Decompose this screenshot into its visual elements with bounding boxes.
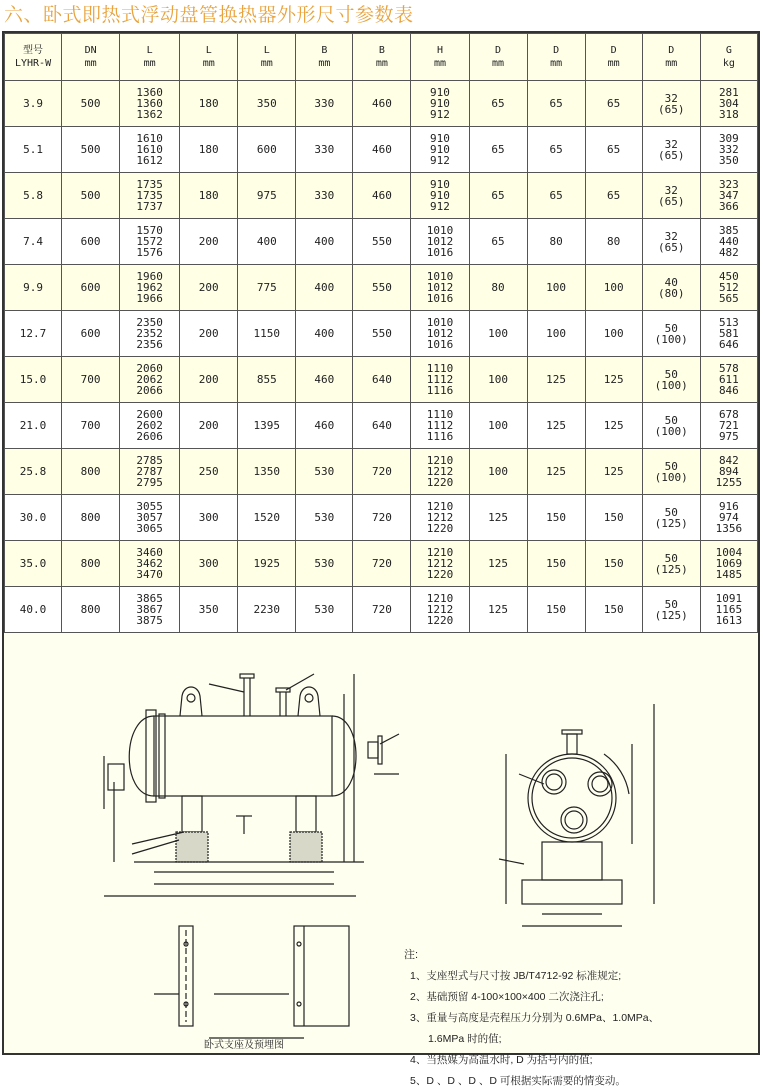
column-header-unit: mm <box>375 58 388 69</box>
table-cell: 100 <box>585 311 642 357</box>
table-cell: 200 <box>180 357 238 403</box>
table-cell: 125 <box>527 449 585 495</box>
table-cell: 2230 <box>238 587 296 633</box>
column-header-unit: kg <box>722 58 735 69</box>
table-cell: 5.8 <box>5 173 62 219</box>
table-cell: 100 <box>469 311 527 357</box>
table-cell: 460 <box>296 403 353 449</box>
table-cell: 125 <box>469 587 527 633</box>
table-row <box>5 495 758 541</box>
table-cell: 100 <box>469 403 527 449</box>
table-row <box>5 127 758 173</box>
column-header-symbol: D <box>495 45 502 56</box>
table-cell: 3865 3867 3875 <box>120 587 180 633</box>
note-item: 2、基础预留 4-100×100×400 二次浇注孔; <box>410 991 604 1003</box>
table-cell: 513 581 646 <box>700 311 757 357</box>
table-cell: 550 <box>353 219 411 265</box>
support-detail <box>154 926 349 1038</box>
table-row <box>5 311 758 357</box>
table-cell: 1360 1360 1362 <box>120 81 180 127</box>
table-cell: 640 <box>353 357 411 403</box>
column-header <box>353 34 411 81</box>
table-cell: 32 (65) <box>642 81 700 127</box>
table-cell: 50 (100) <box>642 449 700 495</box>
table-cell: 1610 1610 1612 <box>120 127 180 173</box>
table-cell: 32 (65) <box>642 173 700 219</box>
table-cell: 450 512 565 <box>700 265 757 311</box>
table-cell: 50 (100) <box>642 311 700 357</box>
table-cell: 50 (125) <box>642 541 700 587</box>
table-cell: 50 (125) <box>642 587 700 633</box>
column-header-unit: mm <box>318 58 331 69</box>
table-cell: 150 <box>585 495 642 541</box>
table-cell: 460 <box>296 357 353 403</box>
column-header <box>642 34 700 81</box>
table-row <box>5 587 758 633</box>
table-cell: 550 <box>353 265 411 311</box>
table-cell: 125 <box>585 449 642 495</box>
table-cell: 200 <box>180 265 238 311</box>
table-row <box>5 81 758 127</box>
table-cell: 80 <box>585 219 642 265</box>
table-cell: 640 <box>353 403 411 449</box>
table-cell: 200 <box>180 403 238 449</box>
table-cell: 3055 3057 3065 <box>120 495 180 541</box>
table-cell: 65 <box>469 173 527 219</box>
table-cell: 400 <box>296 311 353 357</box>
table-cell: 1570 1572 1576 <box>120 219 180 265</box>
table-cell: 65 <box>585 173 642 219</box>
table-cell: 330 <box>296 173 353 219</box>
table-cell: 281 304 318 <box>700 81 757 127</box>
table-cell: 2350 2352 2356 <box>120 311 180 357</box>
column-header <box>585 34 642 81</box>
table-cell: 80 <box>469 265 527 311</box>
table-cell: 2785 2787 2795 <box>120 449 180 495</box>
table-cell: 309 332 350 <box>700 127 757 173</box>
table-cell: 1091 1165 1613 <box>700 587 757 633</box>
table-cell: 100 <box>469 449 527 495</box>
table-cell: 1925 <box>238 541 296 587</box>
column-header-symbol: L <box>263 45 270 56</box>
table-cell: 720 <box>353 495 411 541</box>
table-cell: 800 <box>62 541 120 587</box>
table-cell: 1210 1212 1220 <box>411 541 469 587</box>
dimension-table <box>4 33 758 633</box>
table-cell: 530 <box>296 541 353 587</box>
table-row <box>5 541 758 587</box>
table-cell: 600 <box>62 219 120 265</box>
note-item: 3、重量与高度是壳程压力分别为 0.6MPa、1.0MPa、 <box>410 1012 660 1024</box>
table-cell: 385 440 482 <box>700 219 757 265</box>
table-cell: 1210 1212 1220 <box>411 449 469 495</box>
table-cell: 720 <box>353 449 411 495</box>
table-cell: 65 <box>527 127 585 173</box>
column-header <box>527 34 585 81</box>
table-cell: 720 <box>353 587 411 633</box>
spec-sheet <box>2 31 760 1087</box>
table-cell: 65 <box>585 81 642 127</box>
table-cell: 32 (65) <box>642 219 700 265</box>
table-cell: 150 <box>585 541 642 587</box>
table-cell: 578 611 846 <box>700 357 757 403</box>
table-cell: 842 894 1255 <box>700 449 757 495</box>
table-cell: 180 <box>180 173 238 219</box>
table-cell: 460 <box>353 173 411 219</box>
vessel-end-view <box>499 704 654 926</box>
column-header <box>411 34 469 81</box>
column-header-symbol: B <box>378 45 385 56</box>
table-cell: 65 <box>527 173 585 219</box>
table-cell: 350 <box>238 81 296 127</box>
table-cell: 1010 1012 1016 <box>411 311 469 357</box>
column-header-symbol: L <box>146 45 153 56</box>
table-row <box>5 449 758 495</box>
table-cell: 600 <box>62 265 120 311</box>
column-header-unit: mm <box>665 58 678 69</box>
support-caption: 卧式支座及预埋图 <box>204 1040 284 1051</box>
table-cell: 65 <box>527 81 585 127</box>
table-cell: 9.9 <box>5 265 62 311</box>
table-cell: 916 974 1356 <box>700 495 757 541</box>
table-cell: 65 <box>469 81 527 127</box>
table-cell: 1960 1962 1966 <box>120 265 180 311</box>
column-header-symbol: 型号 <box>23 45 44 56</box>
column-header-unit: mm <box>143 58 156 69</box>
table-cell: 125 <box>585 357 642 403</box>
column-header-symbol: L <box>205 45 212 56</box>
table-cell: 25.8 <box>5 449 62 495</box>
column-header-symbol: G <box>725 45 732 56</box>
table-cell: 250 <box>180 449 238 495</box>
table-cell: 1395 <box>238 403 296 449</box>
table-cell: 910 910 912 <box>411 173 469 219</box>
table-cell: 100 <box>527 311 585 357</box>
table-cell: 1350 <box>238 449 296 495</box>
vessel-side-view <box>104 674 399 896</box>
column-header <box>120 34 180 81</box>
table-cell: 7.4 <box>5 219 62 265</box>
table-row <box>5 265 758 311</box>
table-cell: 100 <box>527 265 585 311</box>
table-cell: 125 <box>585 403 642 449</box>
table-cell: 125 <box>469 495 527 541</box>
column-header-unit: mm <box>550 58 563 69</box>
table-cell: 50 (100) <box>642 357 700 403</box>
table-cell: 700 <box>62 357 120 403</box>
table-cell: 1520 <box>238 495 296 541</box>
note-item: 4、当热媒为高温水时, D 为括号内的值; <box>410 1054 593 1066</box>
note-item: 1、支座型式与尺寸按 JB/T4712-92 标准规定; <box>410 970 622 982</box>
table-cell: 32 (65) <box>642 127 700 173</box>
table-cell: 1735 1735 1737 <box>120 173 180 219</box>
table-row <box>5 403 758 449</box>
column-header-symbol: D <box>610 45 617 56</box>
note-item: 5、D 、D 、D 、D 可根据实际需要的情变动。 <box>410 1075 626 1087</box>
table-cell: 1150 <box>238 311 296 357</box>
table-cell: 460 <box>353 127 411 173</box>
table-cell: 910 910 912 <box>411 81 469 127</box>
note-item: 1.6MPa 时的值; <box>428 1033 502 1045</box>
table-cell: 500 <box>62 127 120 173</box>
table-cell: 150 <box>527 495 585 541</box>
table-cell: 1210 1212 1220 <box>411 587 469 633</box>
table-cell: 323 347 366 <box>700 173 757 219</box>
table-cell: 1010 1012 1016 <box>411 265 469 311</box>
table-cell: 600 <box>238 127 296 173</box>
table-cell: 330 <box>296 127 353 173</box>
table-cell: 400 <box>296 265 353 311</box>
table-cell: 530 <box>296 449 353 495</box>
table-cell: 330 <box>296 81 353 127</box>
table-cell: 3.9 <box>5 81 62 127</box>
table-cell: 65 <box>469 127 527 173</box>
table-cell: 150 <box>585 587 642 633</box>
table-cell: 1110 1112 1116 <box>411 357 469 403</box>
column-header-symbol: B <box>321 45 328 56</box>
table-cell: 40 (80) <box>642 265 700 311</box>
column-header <box>700 34 757 81</box>
column-header <box>5 34 62 81</box>
table-cell: 530 <box>296 495 353 541</box>
table-row <box>5 219 758 265</box>
table-cell: 800 <box>62 449 120 495</box>
column-header-symbol: H <box>436 45 443 56</box>
table-cell: 12.7 <box>5 311 62 357</box>
table-cell: 5.1 <box>5 127 62 173</box>
table-cell: 180 <box>180 81 238 127</box>
table-cell: 700 <box>62 403 120 449</box>
column-header <box>180 34 238 81</box>
table-cell: 1210 1212 1220 <box>411 495 469 541</box>
table-row <box>5 173 758 219</box>
table-cell: 80 <box>527 219 585 265</box>
table-cell: 125 <box>469 541 527 587</box>
column-header <box>296 34 353 81</box>
table-cell: 100 <box>585 265 642 311</box>
table-cell: 125 <box>527 357 585 403</box>
table-cell: 460 <box>353 81 411 127</box>
table-cell: 2060 2062 2066 <box>120 357 180 403</box>
table-cell: 500 <box>62 81 120 127</box>
table-cell: 30.0 <box>5 495 62 541</box>
table-cell: 550 <box>353 311 411 357</box>
table-cell: 200 <box>180 219 238 265</box>
table-cell: 125 <box>527 403 585 449</box>
column-header-unit: mm <box>492 58 505 69</box>
column-header-symbol: DN <box>84 45 97 56</box>
table-cell: 35.0 <box>5 541 62 587</box>
column-header-unit: mm <box>433 58 446 69</box>
table-cell: 720 <box>353 541 411 587</box>
table-cell: 1110 1112 1116 <box>411 403 469 449</box>
table-cell: 500 <box>62 173 120 219</box>
table-row <box>5 357 758 403</box>
table-cell: 400 <box>296 219 353 265</box>
table-cell: 65 <box>585 127 642 173</box>
table-cell: 300 <box>180 495 238 541</box>
table-cell: 65 <box>469 219 527 265</box>
table-cell: 1010 1012 1016 <box>411 219 469 265</box>
table-cell: 50 (125) <box>642 495 700 541</box>
table-cell: 800 <box>62 587 120 633</box>
table-cell: 50 (100) <box>642 403 700 449</box>
table-body <box>5 81 758 633</box>
column-header <box>469 34 527 81</box>
table-cell: 100 <box>469 357 527 403</box>
table-cell: 600 <box>62 311 120 357</box>
column-header <box>238 34 296 81</box>
table-header-row <box>5 34 758 81</box>
table-cell: 150 <box>527 587 585 633</box>
table-cell: 910 910 912 <box>411 127 469 173</box>
table-cell: 400 <box>238 219 296 265</box>
table-cell: 150 <box>527 541 585 587</box>
table-cell: 180 <box>180 127 238 173</box>
table-cell: 530 <box>296 587 353 633</box>
table-cell: 975 <box>238 173 296 219</box>
table-cell: 200 <box>180 311 238 357</box>
column-header-symbol: D <box>553 45 560 56</box>
notes-block <box>404 945 754 1092</box>
column-header-unit: mm <box>202 58 215 69</box>
table-cell: 350 <box>180 587 238 633</box>
table-cell: 21.0 <box>5 403 62 449</box>
table-cell: 678 721 975 <box>700 403 757 449</box>
table-cell: 300 <box>180 541 238 587</box>
column-header-unit: mm <box>84 58 97 69</box>
table-cell: 800 <box>62 495 120 541</box>
table-cell: 3460 3462 3470 <box>120 541 180 587</box>
column-header-unit: LYHR-W <box>14 58 52 69</box>
page-title: 六、卧式即热式浮动盘管换热器外形尺寸参数表 <box>4 4 414 26</box>
column-header-unit: mm <box>607 58 620 69</box>
column-header-symbol: D <box>668 45 675 56</box>
table-cell: 2600 2602 2606 <box>120 403 180 449</box>
table-cell: 15.0 <box>5 357 62 403</box>
table-cell: 775 <box>238 265 296 311</box>
column-header-unit: mm <box>260 58 273 69</box>
column-header <box>62 34 120 81</box>
table-cell: 855 <box>238 357 296 403</box>
table-cell: 1004 1069 1485 <box>700 541 757 587</box>
table-cell: 40.0 <box>5 587 62 633</box>
notes-heading: 注: <box>404 949 419 961</box>
